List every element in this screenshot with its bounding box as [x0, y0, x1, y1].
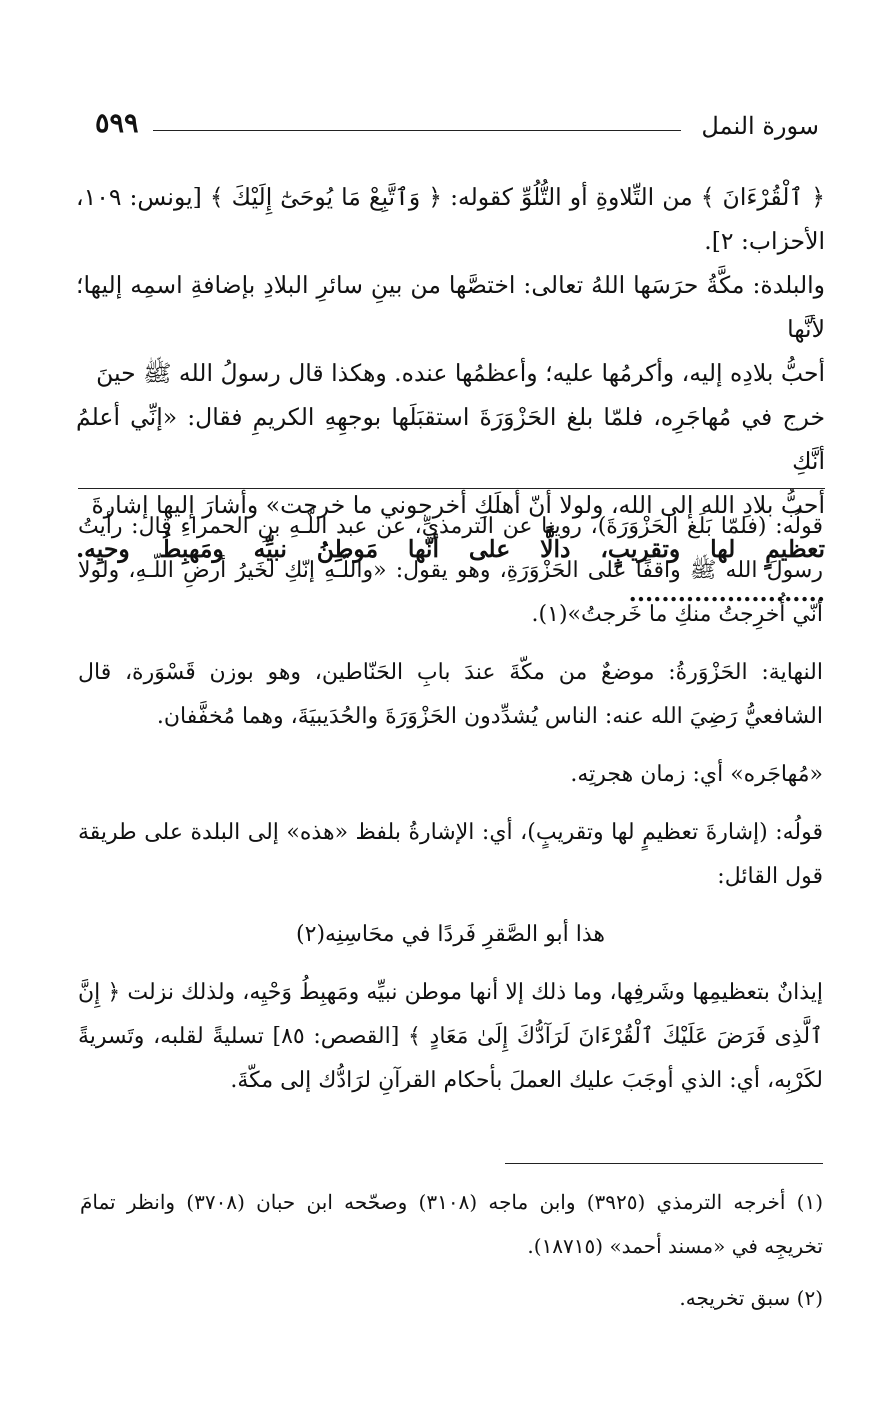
footnotes [80, 1180, 823, 1328]
surah-title: سورة النمل [701, 112, 819, 140]
poetry-verse: هذا أبو الصَّقرِ فَردًا في محَاسِنِه(٢) [296, 922, 605, 947]
text-commentary-divider [78, 488, 825, 489]
commentary-paragraph: النهاية: الحَزْوَرةُ: موضعٌ من مكّةَ عندَ بابِ الحَنّاطين، وهو بوزن قَسْوَرة، قال الشافعيُّ رَضِيَ الله عنه: الناس يُشدِّدون الحَزْوَرَةَ والحُدَيبيَةَ، وهما مُخفَّفان. [78, 660, 823, 729]
footnote-2: (٢) سبق تخريجه. [679, 1286, 823, 1310]
footnote-rule [505, 1163, 823, 1164]
main-line: تعظيمٍ لها وتقريبٍ، دالًّا على أنّها مَوطِنُ نبيِّه ومَهبِطُ وحيِه. ........................ [76, 535, 825, 607]
running-header [95, 108, 819, 148]
page-number: ٥٩٩ [95, 108, 139, 139]
main-line: أحبُّ بلادِ الله إلى الله، ولولا أنّ أهلَكِ أخرجوني ما خرجت» وأشارَ إليها إشارةَ [91, 491, 825, 519]
commentary-paragraph: قولُه: (إشارةَ تعظيمٍ لها وتقريبٍ)، أي: الإشارةُ بلفظ «هذه» إلى البلدة على طريقة قول القائل: [78, 820, 823, 889]
main-line: خرج في مُهاجَرِه، فلمّا بلغ الحَزْوَرَةَ استقبَلَها بوجهِهِ الكريمِ فقال: «إنِّي أعلمُ أنَّكِ [76, 403, 825, 475]
main-line: ﴿ ٱلْقُرْءَانَ ﴾ من التِّلاوةِ أو التُّلُوِّ كقوله: ﴿ وَٱتَّبِعْ مَا يُوحَىٰٓ إِلَيْكَ ﴾ [يونس: ١٠٩، الأحزاب: ٢]. [76, 183, 825, 255]
commentary [78, 505, 823, 1117]
commentary-paragraph: «مُهاجَره» أي: زمان هجرتِه. [570, 762, 823, 787]
main-line: والبلدة: مكَّةُ حرَسَها اللهُ تعالى: اختصَّها من بينِ سائرِ البلادِ بإضافةِ اسمِه إليها؛ لأنَّها [76, 271, 825, 343]
main-line: أحبُّ بلادِه إليه، وأكرمُها عليه؛ وأعظمُها عنده. وهكذا قال رسولُ الله ﷺ حينَ [96, 359, 825, 387]
header-rule [153, 130, 681, 131]
footnote-1: (١) أخرجه الترمذي (٣٩٢٥) وابن ماجه (٣١٠٨) وصحّحه ابن حبان (٣٧٠٨) وانظر تمامَ تخريجِه في «مسند أحمد» (١٨٧١٥). [80, 1190, 823, 1258]
commentary-paragraph: إيذانٌ بتعظيمِها وشَرفِها، وما ذلك إلا أنها موطن نبيِّه ومَهبِطُ وَحْيِه، ولذلك نزلت ﴿ إِنَّ ٱلَّذِى فَرَضَ عَلَيْكَ ٱلْقُرْءَانَ لَرَآدُّكَ إِلَىٰ مَعَادٍ ﴾ [القصص: ٨٥] تسليةً لقلبه، وتَسريةً لكَرْبِه، أي: الذي أوجَبَ عليك العملَ بأحكام القرآنِ لرَادُّك إلى مكّةَ. [78, 980, 824, 1093]
commentary-paragraph: قولُه: (فلمّا بَلَغ الحَزْوَرَةَ)، روينا عن الترمذيِّ، عن عبد اللّـهِ بنِ الحمراءِ قال: رأيتُ رسولَ الله ﷺ واقفًا على الحَزْوَرَةِ، وهو يقول: «واللّـهِ إنّكِ لخَيرُ أرضِ اللّـهِ، ولولا أنّي أُخرِجتُ منكِ ما خَرجتُ»(١). [78, 514, 823, 627]
